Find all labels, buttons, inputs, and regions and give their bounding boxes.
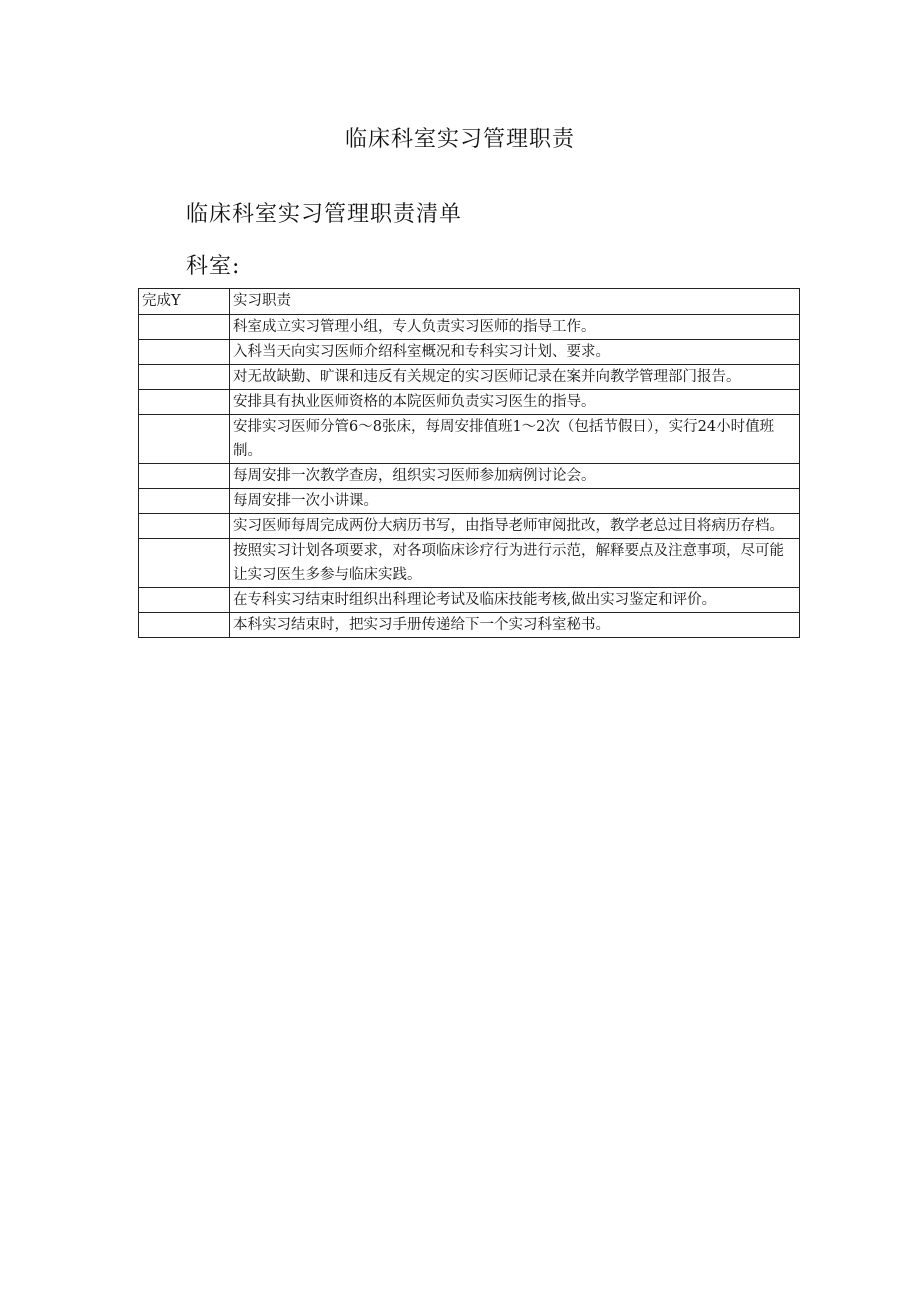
table-row	[139, 340, 800, 365]
duty-cell: 安排具有执业医师资格的本院医师负责实习医生的指导。	[230, 390, 800, 415]
done-cell[interactable]	[139, 588, 230, 613]
duty-cell: 每周安排一次小讲课。	[230, 489, 800, 514]
done-cell[interactable]	[139, 514, 230, 539]
duty-cell: 在专科实习结束时组织出科理论考试及临床技能考核,做出实习鉴定和评价。	[230, 588, 800, 613]
table-row	[139, 539, 800, 588]
done-cell[interactable]	[139, 315, 230, 340]
duty-cell: 实习医师每周完成两份大病历书写，由指导老师审阅批改，教学老总过目将病历存档。	[230, 514, 800, 539]
duty-cell: 本科实习结束时，把实习手册传递给下一个实习科室秘书。	[230, 613, 800, 638]
table-row	[139, 390, 800, 415]
table-row	[139, 315, 800, 340]
table-row	[139, 464, 800, 489]
done-cell[interactable]	[139, 365, 230, 390]
header-done: 完成Y	[139, 289, 230, 315]
done-cell[interactable]	[139, 340, 230, 365]
duty-cell: 对无故缺勤、旷课和违反有关规定的实习医师记录在案并向教学管理部门报告。	[230, 365, 800, 390]
done-cell[interactable]	[139, 539, 230, 588]
table-row	[139, 489, 800, 514]
table-row	[139, 613, 800, 638]
done-cell[interactable]	[139, 390, 230, 415]
header-duty: 实习职责	[230, 289, 800, 315]
duty-cell: 每周安排一次教学查房，组织实习医师参加病例讨论会。	[230, 464, 800, 489]
duty-cell: 安排实习医师分管6～8张床，每周安排值班1～2次（包括节假日），实行24小时值班制。	[230, 415, 800, 464]
table-row	[139, 365, 800, 390]
done-cell[interactable]	[139, 415, 230, 464]
duty-cell: 入科当天向实习医师介绍科室概况和专科实习计划、要求。	[230, 340, 800, 365]
duty-cell: 按照实习计划各项要求，对各项临床诊疗行为进行示范，解释要点及注意事项，尽可能让实习医生多参与临床实践。	[230, 539, 800, 588]
duty-table	[138, 288, 800, 638]
table-row	[139, 514, 800, 539]
done-cell[interactable]	[139, 464, 230, 489]
table-header-row	[139, 289, 800, 315]
department-label: 科室:	[186, 254, 241, 279]
duty-cell: 科室成立实习管理小组，专人负责实习医师的指导工作。	[230, 315, 800, 340]
document-title: 临床科室实习管理职责	[344, 127, 575, 152]
table-row	[139, 415, 800, 464]
done-cell[interactable]	[139, 489, 230, 514]
table-row	[139, 588, 800, 613]
document-subtitle: 临床科室实习管理职责清单	[186, 202, 463, 227]
done-cell[interactable]	[139, 613, 230, 638]
